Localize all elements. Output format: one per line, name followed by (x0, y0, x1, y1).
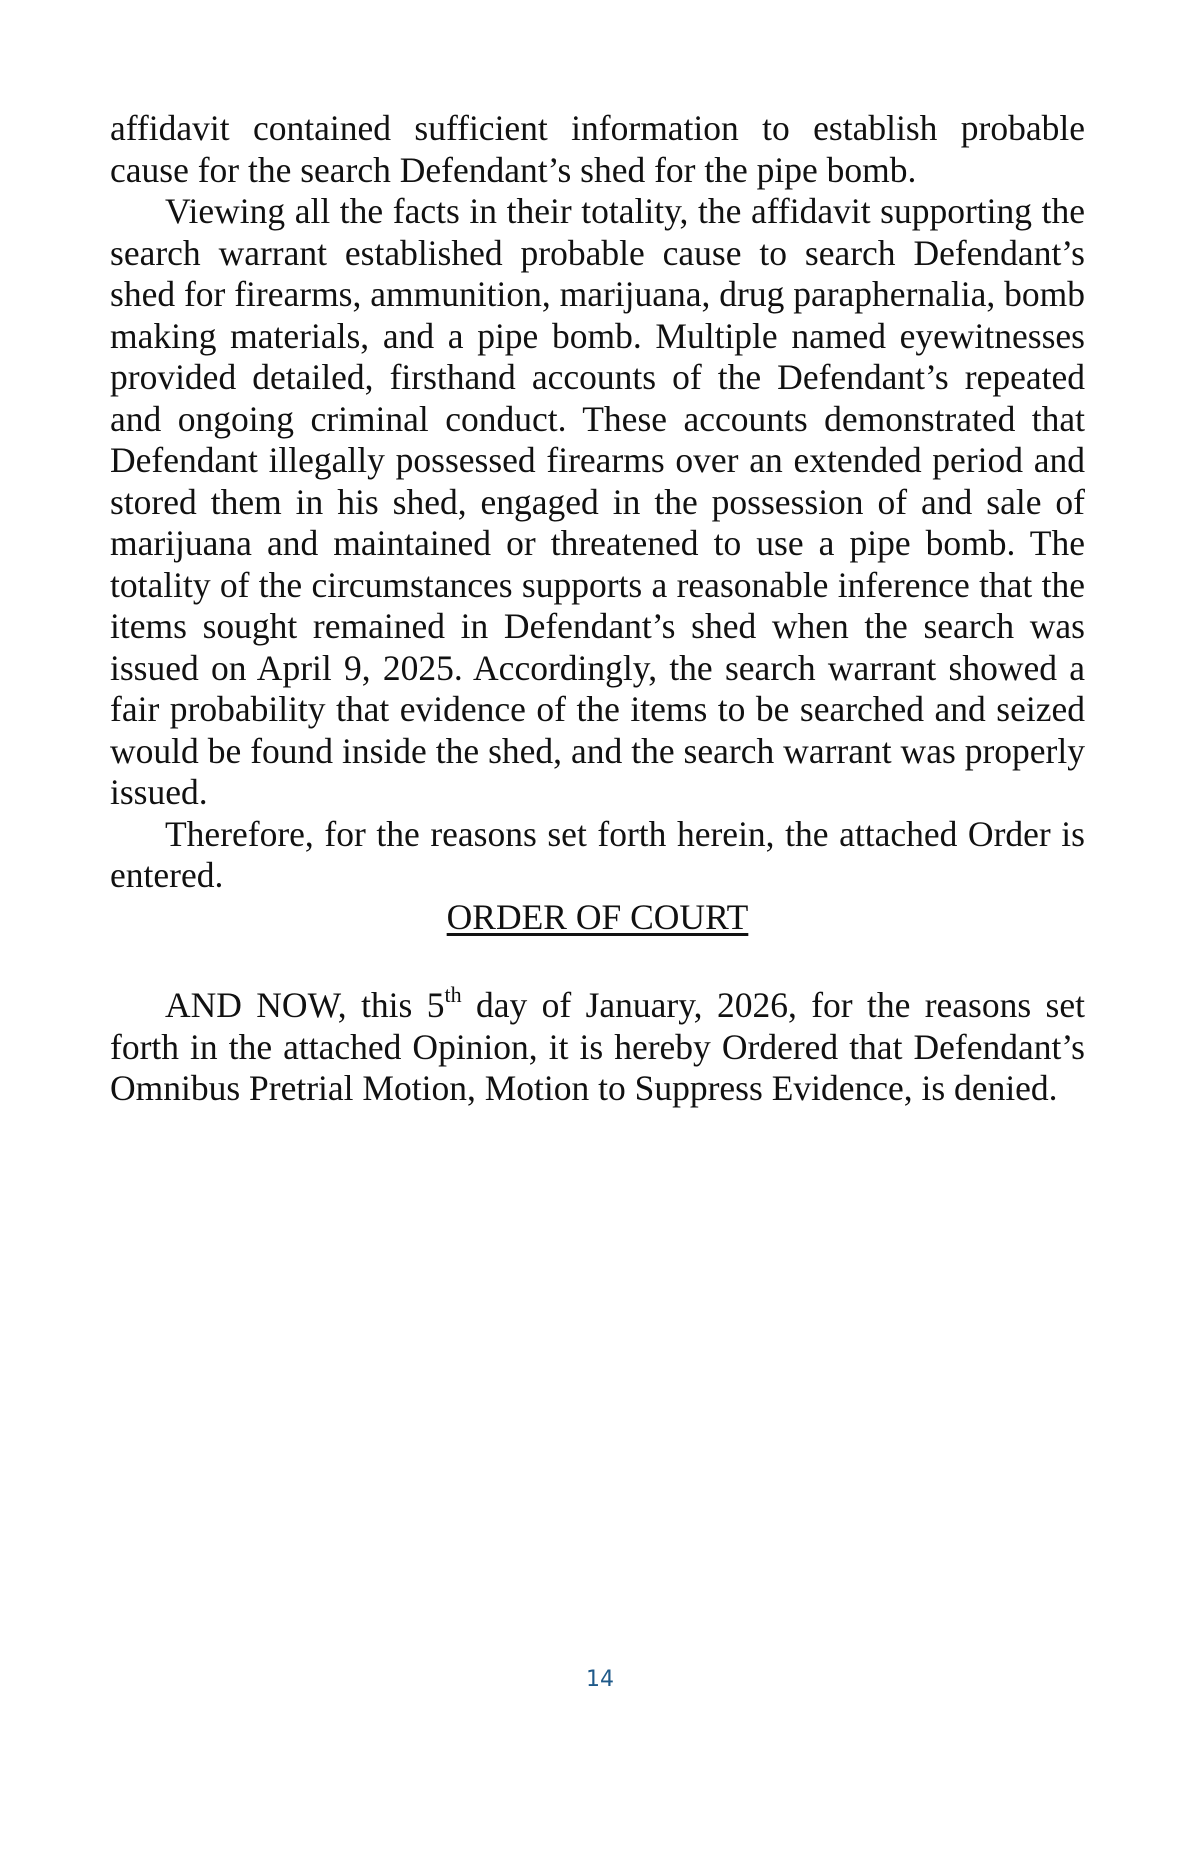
totality-paragraph: Viewing all the facts in their totality, the affidavit supporting the search warrant established probable cause to search Defendant’s shed for firearms, ammunition, marijuana, drug paraphernalia, bomb making materials, and a pipe bomb. Multiple named eyewitnesses provided detailed, firsthand accounts of the Defendant’s repeated and ongoing criminal conduct. These accounts demonstrated that Defendant illegally possessed firearms over an extended period and stored them in his shed, engaged in the possession of and sale of marijuana and maintained or threatened to use a pipe bomb. The totality of the circumstances supports a reasonable inference that the items sought remained in Defendant’s shed when the search was issued on April 9, 2025. Accordingly, the search warrant showed a fair probability that evidence of the items to be searched and seized would be found inside the shed, and the search warrant was properly issued. (110, 191, 1085, 812)
order-body (110, 982, 1085, 1110)
order-heading-text: ORDER OF COURT (446, 897, 749, 937)
conclusion-paragraph: Therefore, for the reasons set forth herein, the attached Order is entered. (110, 813, 1085, 895)
order-heading (110, 897, 1085, 939)
order-text-end: day of January, 2026, for the reasons set forth in the attached Opinion, it is hereby Ordered that Defendant’s Omnibus Pretrial Motion, Motion to Suppress Evidence, is denied. (110, 985, 1085, 1108)
order-text-start: AND NOW, this 5 (165, 985, 445, 1025)
ordinal-suffix: th (444, 982, 462, 1007)
opinion-body (110, 108, 1085, 897)
order-paragraph (110, 982, 1085, 1110)
continuation-paragraph: affidavit contained sufficient information to establish probable cause for the search Defendant’s shed for the pipe bomb. (110, 108, 1085, 190)
page-number: 14 (586, 1667, 614, 1692)
